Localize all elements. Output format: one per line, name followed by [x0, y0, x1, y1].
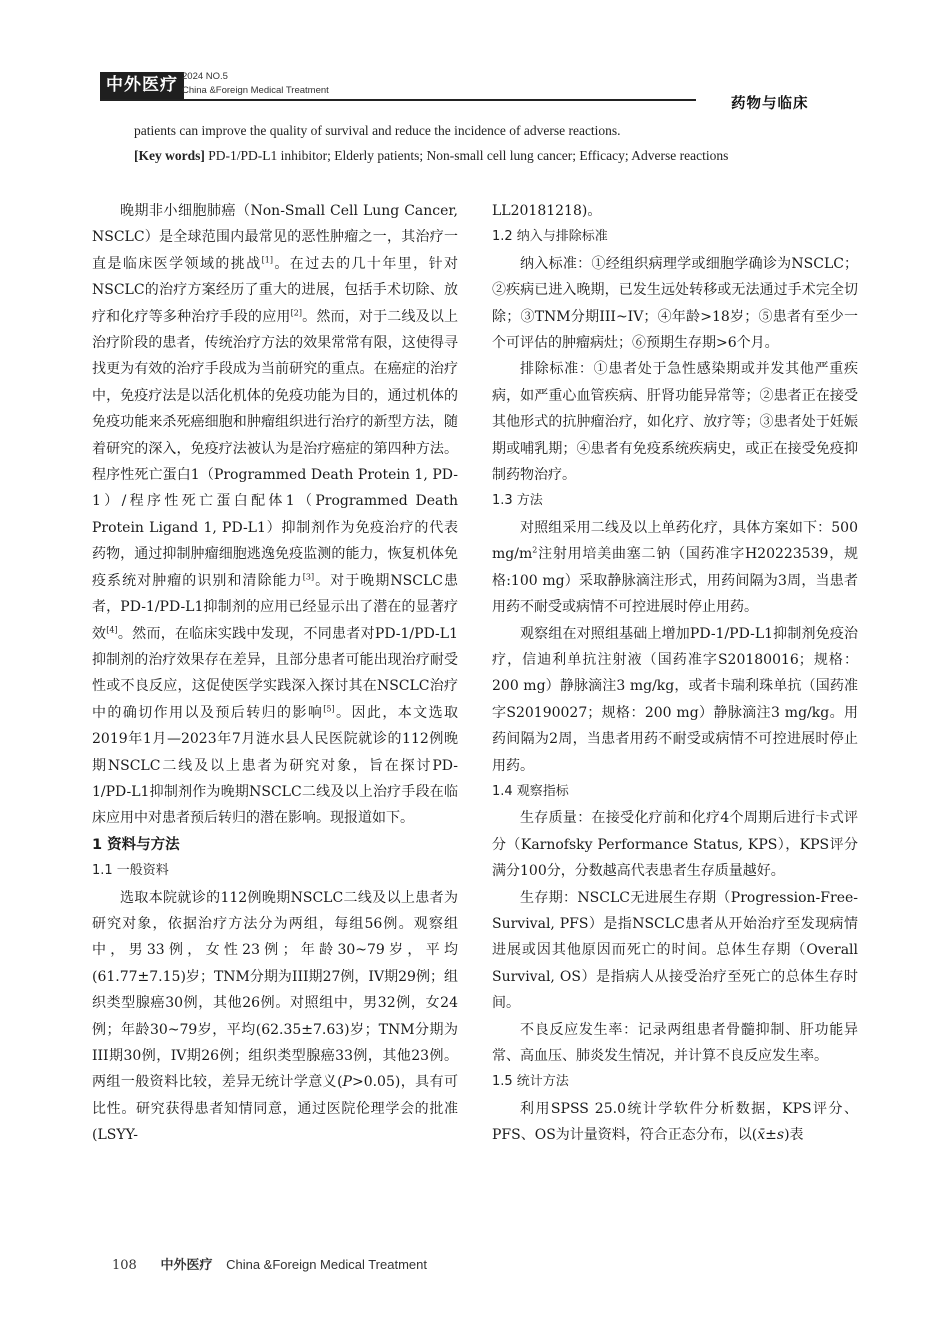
- general-text: 选取本院就诊的112例晚期NSCLC二线及以上患者为研究对象，依据治疗方法分为两组，每组56例。观察组中，男33例，女性23例；年龄30~79岁，平均(61.77±7.15)岁；TNM分期为III期27例，IV期29例；组织类型腺癌30例，其他26例。对照组中，男32例，女24例；年龄30~79岁，平均(62.35±7.63)岁；TNM分期为III期30例，IV期26例；组织类型腺癌33例，其他23例。两组一般资料比较，差异无统计学意义(: [92, 889, 458, 1091]
- exclusion-paragraph: 排除标准：①患者处于急性感染期或并发其他严重疾病，如严重心血管疾病、肝肾功能异常等；②患者正在接受其他形式的抗肿瘤治疗，如化疗、放疗等；③患者处于妊娠期或哺乳期；④患者有免疫系统疾病史，或正在接受免疫抑制药物治疗。: [492, 361, 858, 484]
- intro-text: 。然而，对于二线及以上治疗阶段的患者，传统治疗方法的效果常常有限，这使得寻找更为有效的治疗手段成为当前研究的重点。在癌症的治疗中，免疫疗法是以活化机体的免疫功能为目的，通过机体的免疫功能来杀死癌细胞和肿瘤组织进行治疗的新型方法，随着研究的深入，免疫疗法被认为是治疗癌症的第四种方法。程序性死亡蛋白1（Programmed Death Protein 1, PD-1）/程序性死亡蛋白配体1（Programmed Death Protein Ligand 1, PD-L1）抑制剂作为免疫治疗的代表药物，通过抑制肿瘤细胞逃逸免疫监测的能力，恢复机体免疫系统对肿瘤的识别和清除能力: [92, 308, 459, 589]
- intro-paragraph: [92, 198, 458, 832]
- kps-paragraph: 生存质量：在接受化疗前和化疗4个周期后进行卡式评分（Karnofsky Performance Status, KPS），KPS评分满分100分，分数越高代表患者生存质量越好。: [492, 810, 858, 880]
- heading-indicators: 1.4 观察指标: [492, 783, 569, 799]
- footer-journal-cn: 中外医疗: [160, 1258, 213, 1273]
- citation-ref: [1]: [261, 255, 273, 265]
- method-text: 对照组采用二线及以上单药化疗，具体方案如下：500 mg/m: [492, 519, 858, 563]
- keywords-label: [Key words]: [134, 148, 205, 163]
- issue-info: [182, 71, 329, 97]
- citation-ref: [2]: [290, 307, 302, 317]
- stats-text: )表: [784, 1127, 804, 1144]
- p-symbol: P: [342, 1074, 352, 1091]
- journal-logo: 中外医疗: [100, 72, 184, 99]
- journal-name-en: China &Foreign Medical Treatment: [182, 85, 329, 96]
- ethics-continuation: LL20181218)。: [492, 203, 602, 219]
- heading-materials-methods: 1 资料与方法: [92, 836, 180, 853]
- footer-journal-en: China &Foreign Medical Treatment: [226, 1257, 427, 1272]
- method-observation-paragraph: 观察组在对照组基础上增加PD-1/PD-L1抑制剂免疫治疗，信迪利单抗注射液（国药准字S20180016；规格：200 mg）静脉滴注3 mg/kg，或者卡瑞利珠单抗（国药准字S20190027；规格：200 mg）静脉滴注3 mg/kg。用药间隔为2周，当患者用药不耐受或病情不可控进展时停止用药。: [492, 625, 858, 774]
- intro-text: 。在过去的几十年里，针对NSCLC的治疗方案经历了重大的进展，包括手术切除、放疗和化疗等多种治疗手段的应用: [92, 255, 459, 325]
- heading-methods: 1.3 方法: [492, 493, 543, 509]
- citation-ref: [5]: [323, 704, 335, 714]
- keywords-text: PD-1/PD-L1 inhibitor; Elderly patients; Non-small cell lung cancer; Efficacy; Adverse reactions: [204, 148, 729, 163]
- intro-text: 。然而，在临床实践中发现，不同患者对PD-1/PD-L1抑制剂的治疗效果存在差异，且部分患者可能出现治疗耐受性或不良反应，这促使医学实践深入探讨其在NSCLC治疗中的确切作用以及预后转归的影响: [92, 625, 458, 721]
- heading-criteria: 1.2 纳入与排除标准: [492, 229, 608, 245]
- stats-text: 利用SPSS 25.0统计学软件分析数据，KPS评分、PFS、OS为计量资料，符合正态分布，以(: [492, 1100, 858, 1144]
- adverse-paragraph: 不良反应发生率：记录两组患者骨髓抑制、肝功能异常、高血压、肺炎发生情况，并计算不良反应发生率。: [492, 1021, 858, 1064]
- right-column: [492, 198, 858, 1149]
- mean-sd-symbol: x̄±s: [757, 1127, 785, 1144]
- heading-general-data: 1.1 一般资料: [92, 863, 169, 879]
- citation-ref: [4]: [106, 624, 118, 634]
- page-number: 108: [112, 1258, 137, 1273]
- abstract-line: patients can improve the quality of survival and reduce the incidence of adverse reactions.: [134, 123, 621, 138]
- page-footer: [112, 1254, 427, 1273]
- method-text: 注射用培美曲塞二钠（国药准字H20223539，规格:100 mg）采取静脉滴注形式，用药间隔为3周，当患者用药不耐受或病情不可控进展时停止用药。: [492, 546, 858, 616]
- keywords-line: [134, 146, 834, 166]
- header-rule: [100, 99, 696, 101]
- intro-text: 。因此，本文选取2019年1月—2023年7月涟水县人民医院就诊的112例晚期NSCLC二线及以上患者为研究对象，旨在探讨PD-1/PD-L1抑制剂作为晚期NSCLC二线及以上治疗手段在临床应用中对患者预后转归的潜在影响。现报道如下。: [92, 704, 458, 827]
- method-control-paragraph: [492, 515, 858, 621]
- section-title: 药物与临床: [731, 96, 809, 112]
- left-column: [92, 198, 458, 1149]
- citation-ref: [3]: [302, 572, 315, 582]
- general-text: >0.05)，具有可比性。研究获得患者知情同意，通过医院伦理学会的批准(LSYY-: [92, 1074, 458, 1144]
- intro-text: 晚期非小细胞肺癌（Non-Small Cell Lung Cancer, NSCLC）是全球范围内最常见的恶性肿瘤之一，其治疗一直是临床医学领域的挑战: [92, 203, 458, 272]
- intro-text: 。对于晚期NSCLC患者，PD-1/PD-L1抑制剂的应用已经显示出了潜在的显著疗效: [92, 572, 459, 642]
- statistics-paragraph: [492, 1096, 858, 1149]
- year-issue: 2024 NO.5: [182, 71, 228, 82]
- superscript: 2: [532, 545, 538, 555]
- heading-statistics: 1.5 统计方法: [492, 1074, 569, 1090]
- general-data-paragraph: [92, 885, 458, 1149]
- inclusion-paragraph: 纳入标准：①经组织病理学或细胞学确诊为NSCLC；②疾病已进入晚期，已发生远处转移或无法通过手术完全切除；③TNM分期III~IV；④年龄>18岁；⑤患者有至少一个可评估的肿瘤病灶；⑥预期生存期>6个月。: [492, 255, 858, 352]
- survival-paragraph: 生存期：NSCLC无进展生存期（Progression-Free-Survival, PFS）是指NSCLC患者从开始治疗至发现病情进展或因其他原因而死亡的时间。总体生存期（Overall Survival, OS）是指病人从接受治疗至死亡的总体生存时间。: [492, 889, 858, 1012]
